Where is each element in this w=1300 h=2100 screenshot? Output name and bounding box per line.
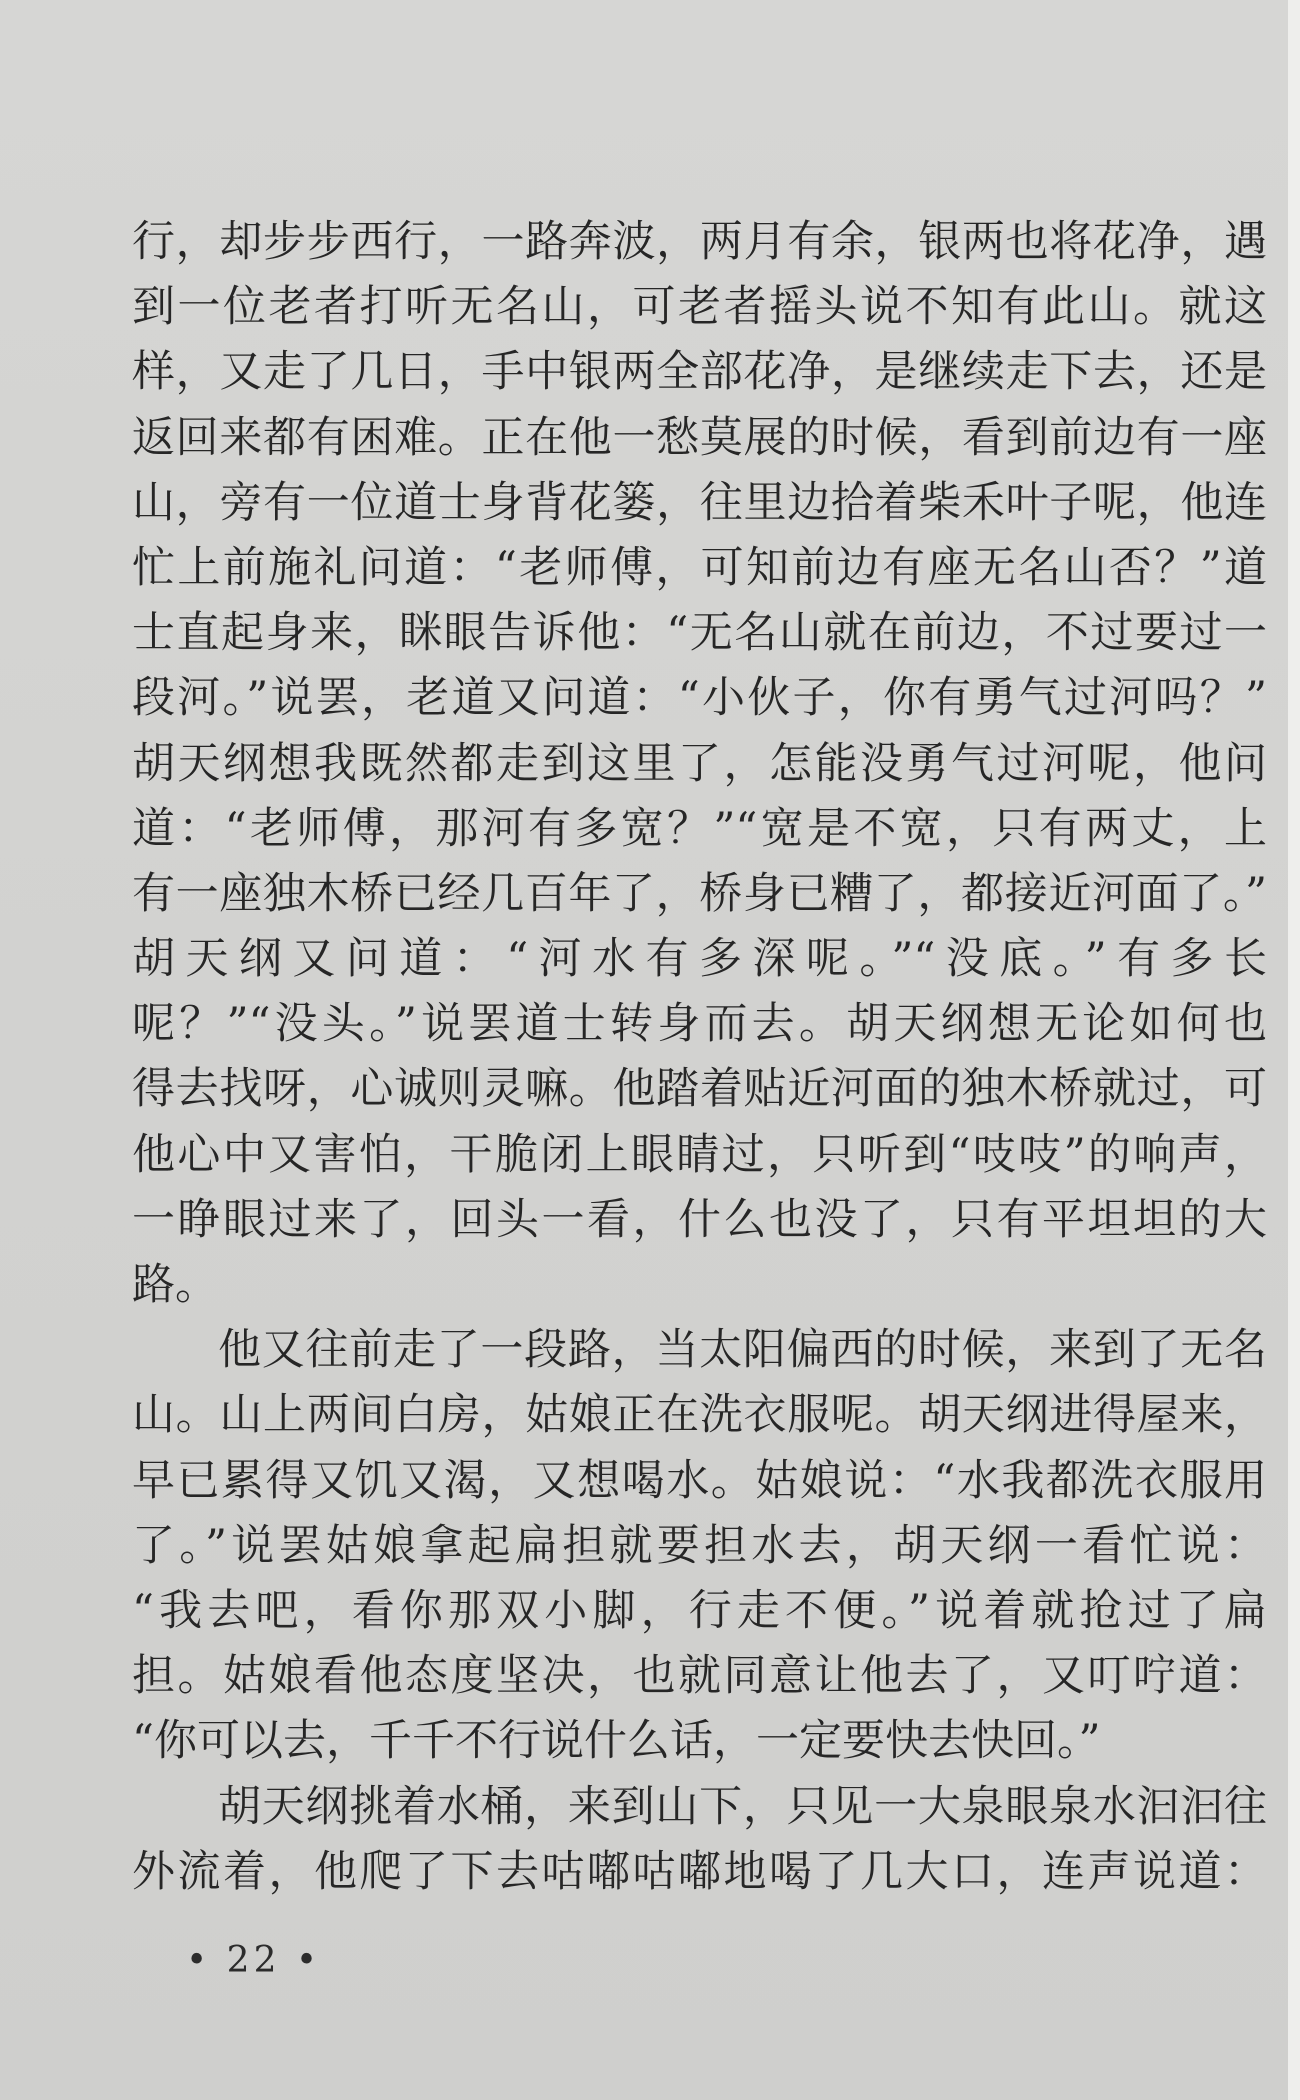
paragraph-start-line: 他又往前走了一段路，当太阳偏西的时候，来到了无名 <box>218 1325 1267 1376</box>
text-line: 忙上前施礼问道：“老师傅，可知前边有座无名山否？”道 <box>132 542 1267 593</box>
text-line: 样，又走了几日，手中银两全部花净，是继续走下去，还是 <box>132 347 1267 398</box>
text-line: 行，却步步西行，一路奔波，两月有余，银两也将花净，遇 <box>132 217 1267 267</box>
text-line: 士直起身来，眯眼告诉他：“无名山就在前边，不过要过一 <box>132 608 1267 659</box>
text-line: 外流着，他爬了下去咕嘟咕嘟地喝了几大口，连声说道： <box>132 1846 1267 1897</box>
page-edge <box>1288 0 1300 2100</box>
page-text <box>132 210 1267 1905</box>
text-line: 返回来都有困难。正在他一愁莫展的时候，看到前边有一座 <box>132 412 1267 463</box>
text-line: 有一座独木桥已经几百年了，桥身已糟了，都接近河面了。” <box>132 868 1267 919</box>
text-line: 呢？”“没头。”说罢道士转身而去。胡天纲想无论如何也 <box>132 999 1267 1050</box>
text-line: 他心中又害怕，干脆闭上眼睛过，只听到“吱吱”的响声， <box>132 1129 1267 1180</box>
text-line: “我去吧，看你那双小脚，行走不便。”说着就抢过了扁 <box>132 1585 1267 1636</box>
page-number: • 22 • <box>186 1940 322 1981</box>
text-line: 胡天纲想我既然都走到这里了，怎能没勇气过河呢，他问 <box>132 738 1267 789</box>
text-line: 担。姑娘看他态度坚决，也就同意让他去了，又叮咛道： <box>132 1651 1267 1702</box>
text-line: 山，旁有一位道士身背花篓，往里边拾着柴禾叶子呢，他连 <box>132 477 1267 528</box>
text-line: 早已累得又饥又渴，又想喝水。姑娘说：“水我都洗衣服用 <box>132 1455 1267 1506</box>
paragraph-start-line: 胡天纲挑着水桶，来到山下，只见一大泉眼泉水汩汩往 <box>218 1781 1267 1832</box>
text-line: 山。山上两间白房，姑娘正在洗衣服呢。胡天纲进得屋来， <box>132 1390 1267 1441</box>
text-line: 一睁眼过来了，回头一看，什么也没了，只有平坦坦的大 <box>132 1194 1267 1245</box>
text-line: 路。 <box>132 1260 218 1310</box>
text-line: 段河。”说罢，老道又问道：“小伙子，你有勇气过河吗？” <box>132 673 1267 724</box>
text-line: 了。”说罢姑娘拿起扁担就要担水去，胡天纲一看忙说： <box>132 1520 1267 1571</box>
text-line: 道：“老师傅，那河有多宽？”“宽是不宽，只有两丈，上 <box>132 803 1267 854</box>
text-line: 到一位老者打听无名山，可老者摇头说不知有此山。就这 <box>132 282 1267 333</box>
text-line: 得去找呀，心诚则灵嘛。他踏着贴近河面的独木桥就过，可 <box>132 1064 1267 1115</box>
text-line: 胡天纲又问道：“河水有多深呢。”“没底。”有多长 <box>132 934 1267 985</box>
text-line: “你可以去，千千不行说什么话，一定要快去快回。” <box>132 1716 1101 1767</box>
